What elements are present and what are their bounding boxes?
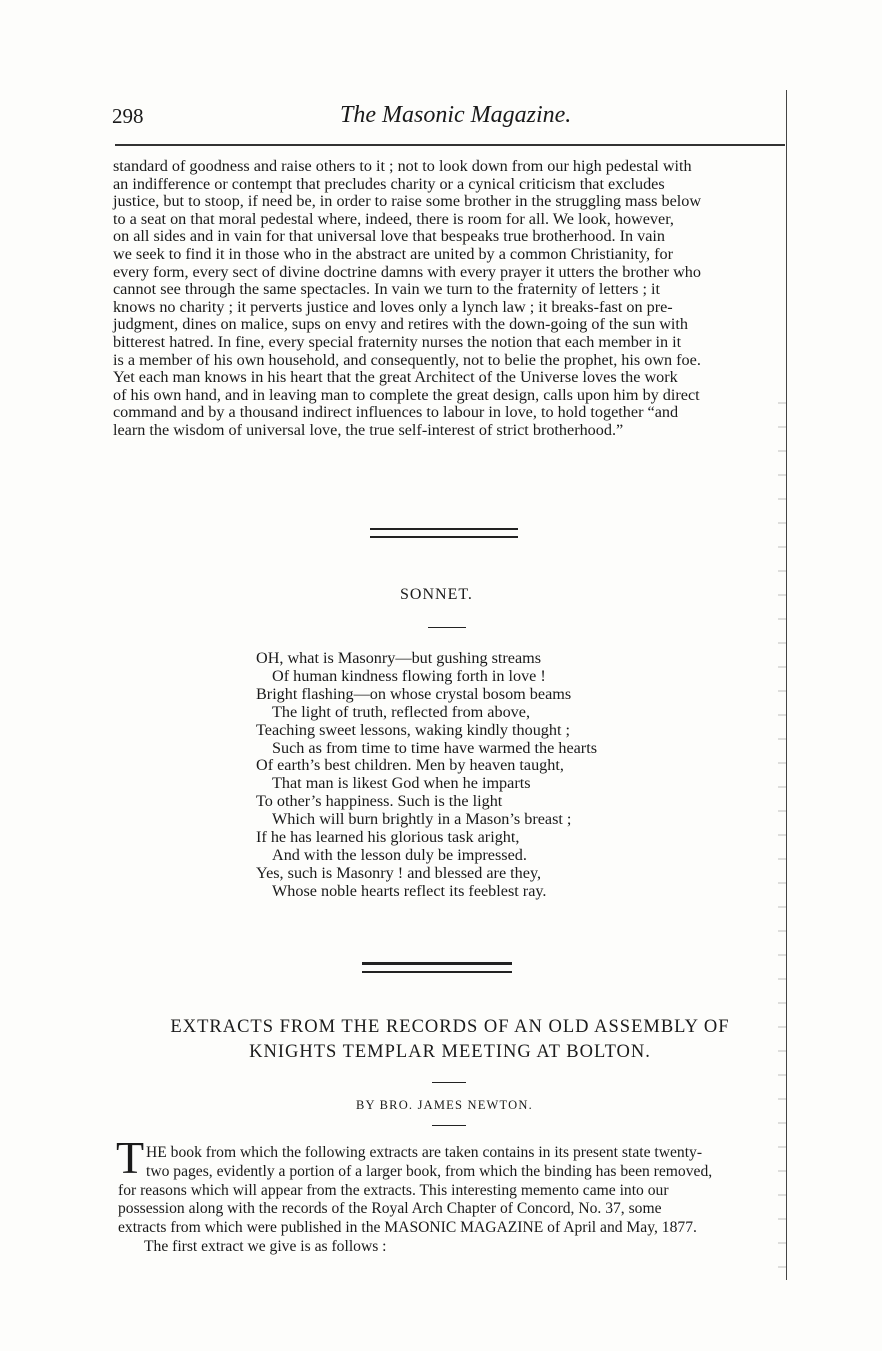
running-title: The Masonic Magazine. (340, 102, 572, 128)
article-title-line: EXTRACTS FROM THE RECORDS OF AN OLD ASSEMBLY OF (170, 1017, 730, 1037)
prose-line: knows no charity ; it perverts justice and loves only a lynch law ; it breaks-fast on pre- (113, 297, 673, 316)
poem-line: Teaching sweet lessons, waking kindly thought ; (256, 720, 571, 739)
drop-cap: T (116, 1132, 145, 1183)
prose-line: justice, but to stoop, if need be, in order to raise some brother in the struggling mass below (113, 192, 702, 211)
prose-line: every form, every sect of divine doctrine damns with every prayer it utters the brother who (113, 262, 701, 281)
prose-line: of his own hand, and in leaving man to complete the great design, calls upon him by direct (113, 385, 700, 404)
sonnet-poem (256, 650, 597, 901)
prose-line: command and by a thousand indirect influences to labour in love, to hold together “and (113, 403, 679, 422)
poem-line: Whose noble hearts reflect its feeblest ray. (272, 881, 547, 900)
article-title-line: KNIGHTS TEMPLAR MEETING AT BOLTON. (249, 1042, 651, 1062)
body-line: extracts from which were published in the MASONIC MAGAZINE of April and May, 1877. (118, 1219, 697, 1237)
section-divider (370, 528, 518, 538)
poem-line: Of human kindness flowing forth in love ! (272, 666, 546, 685)
prose-line: standard of goodness and raise others to it ; not to look down from our high pedestal with (113, 157, 692, 175)
prose-paragraph (113, 158, 793, 440)
title-rule (428, 627, 466, 628)
poem-line: If he has learned his glorious task aright, (256, 828, 520, 847)
prose-line: an indifference or contempt that precludes charity or a cynical criticism that excludes (113, 174, 665, 193)
prose-line: we seek to find it in those who in the abstract are united by a common Christianity, for (113, 244, 673, 263)
prose-line: on all sides and in vain for that universal love that bespeaks true brotherhood. In vain (113, 227, 666, 246)
poem-line: OH, what is Masonry—but gushing streams (256, 649, 542, 667)
body-line: HE book from which the following extracts are taken contains in its present state twenty- (146, 1144, 703, 1161)
poem-line: Such as from time to time have warmed the hearts (272, 738, 597, 757)
prose-line: bitterest hatred. In fine, every special fraternity nurses the notion that each member in it (113, 332, 682, 351)
body-line: The first extract we give is as follows : (144, 1237, 387, 1255)
sonnet-title: SONNET. (400, 586, 473, 603)
poem-line: That man is likest God when he imparts (272, 774, 531, 793)
byline-rule (432, 1125, 466, 1126)
prose-line: learn the wisdom of universal love, the true self-interest of strict brotherhood.” (113, 420, 624, 439)
poem-line: Yes, such is Masonry ! and blessed are they, (256, 863, 542, 882)
header-rule (115, 144, 785, 146)
body-line: two pages, evidently a portion of a larger book, from which the binding has been removed, (146, 1162, 713, 1180)
section-divider (362, 962, 512, 973)
article-byline: BY BRO. JAMES NEWTON. (356, 1098, 533, 1112)
title-rule (432, 1082, 466, 1083)
body-line: possession along with the records of the Royal Arch Chapter of Concord, No. 37, some (118, 1200, 662, 1218)
poem-line: And with the lesson duly be impressed. (272, 845, 527, 864)
poem-line: Of earth’s best children. Men by heaven taught, (256, 756, 564, 775)
article-title (100, 1015, 800, 1065)
poem-line: Bright flashing—on whose crystal bosom beams (256, 684, 572, 703)
poem-line: Which will burn brightly in a Mason’s breast ; (272, 810, 572, 829)
article-body (120, 1144, 792, 1257)
body-line: for reasons which will appear from the extracts. This interesting memento came into our (118, 1181, 669, 1199)
prose-line: is a member of his own household, and consequently, not to belie the prophet, his own foe. (113, 350, 701, 369)
poem-line: The light of truth, reflected from above, (272, 702, 531, 721)
page-number: 298 (112, 104, 144, 128)
prose-line: cannot see through the same spectacles. In vain we turn to the fraternity of letters ; it (113, 280, 661, 299)
prose-line: to a seat on that moral pedestal where, indeed, there is room for all. We look, however, (113, 209, 674, 228)
prose-line: Yet each man knows in his heart that the great Architect of the Universe loves the work (113, 368, 678, 387)
poem-line: To other’s happiness. Such is the light (256, 792, 503, 811)
prose-line: judgment, dines on malice, sups on envy and retires with the down-going of the sun with (113, 315, 689, 334)
